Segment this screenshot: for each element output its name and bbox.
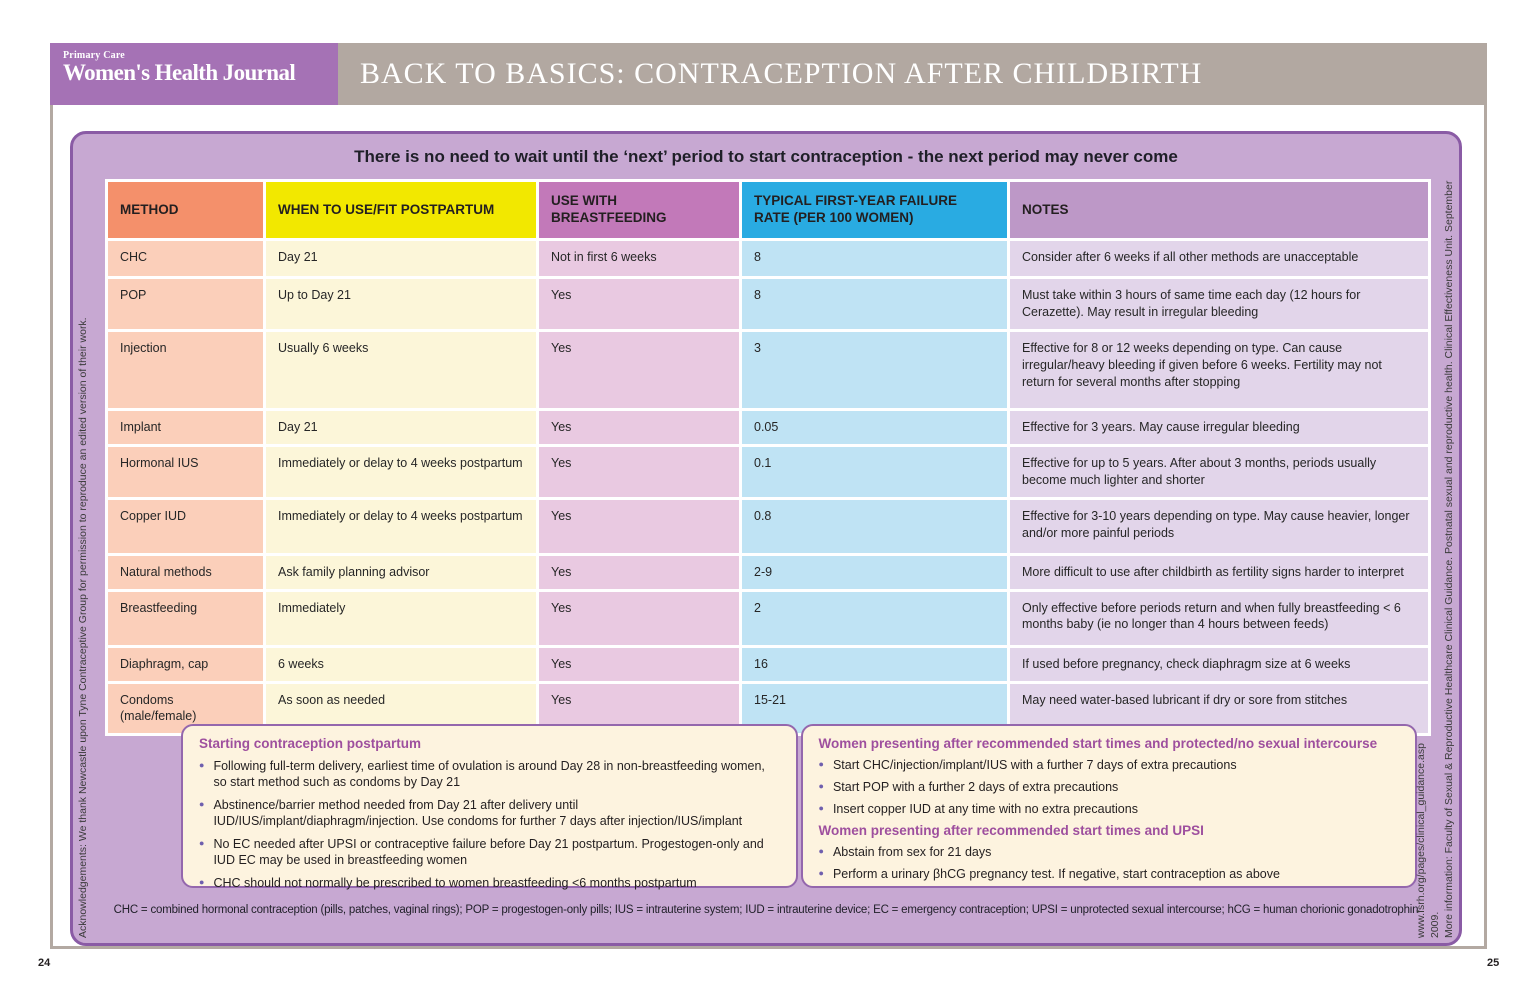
cell-when-to-use: As soon as needed <box>266 684 536 734</box>
cell-notes: Effective for 3-10 years depending on type. May cause heavier, longer and/or more painful periods <box>1010 500 1428 553</box>
more-information-sidenote <box>1415 152 1456 938</box>
cell-notes: Effective for 3 years. May cause irregular bleeding <box>1010 411 1428 444</box>
list-item <box>199 875 780 891</box>
cell-when-to-use: Immediately or delay to 4 weeks postpartum <box>266 500 536 553</box>
cell-when-to-use: 6 weeks <box>266 648 536 681</box>
cell-breastfeeding: Yes <box>539 684 739 734</box>
list-item-text: Following full-term delivery, earliest time of ovulation is around Day 28 in non-breastfeeding women, so start method such as condoms by Day 21 <box>213 759 765 789</box>
panel-heading: Women presenting after recommended start times and protected/no sexual intercourse <box>818 736 1378 751</box>
cell-when-to-use: Day 21 <box>266 241 536 276</box>
bullet-icon: ● <box>199 838 205 848</box>
list-item-text: Start CHC/injection/implant/IUS with a further 7 days of extra precautions <box>832 758 1237 772</box>
cell-failure-rate: 0.1 <box>742 447 1007 497</box>
list-item <box>819 757 1400 773</box>
list-item-text: No EC needed after UPSI or contraceptive failure before Day 21 postpartum. Progestogen-only and IUD EC may be used in breastfeeding women <box>213 837 764 867</box>
bullet-icon: ● <box>199 799 205 809</box>
cell-failure-rate: 15-21 <box>742 684 1007 734</box>
list-item <box>819 779 1400 795</box>
cell-failure-rate: 8 <box>742 241 1007 276</box>
cell-notes: Effective for 8 or 12 weeks depending on type. Can cause irregular/heavy bleeding if given before 6 weeks. Fertility may not return for several months after stopping <box>1010 332 1428 408</box>
tagline: There is no need to wait until the ‘next’ period to start contraception - the next period may never come <box>354 147 1178 166</box>
cell-failure-rate: 0.05 <box>742 411 1007 444</box>
bullet-list <box>199 758 780 891</box>
cell-breastfeeding: Yes <box>539 447 739 497</box>
cell-notes: Only effective before periods return and when fully breastfeeding < 6 months baby (ie no longer than 4 hours between feeds) <box>1010 592 1428 645</box>
column-header: NOTES <box>1010 182 1428 238</box>
cell-method: Natural methods <box>108 556 263 589</box>
cell-notes: May need water-based lubricant if dry or sore from stitches <box>1010 684 1428 734</box>
cell-method: Injection <box>108 332 263 408</box>
cell-when-to-use: Up to Day 21 <box>266 279 536 329</box>
article-title: BACK TO BASICS: CONTRACEPTION AFTER CHILDBIRTH <box>360 57 1203 90</box>
acknowledgements-sidenote: Acknowledgements: We thank Newcastle upon Tyne Contraceptive Group for permission to reproduce an edited version of their work. <box>77 317 89 938</box>
abbreviations-footnote: CHC = combined hormonal contraception (pills, patches, vaginal rings); POP = progestogen-only pills; IUS = intrauterine system; IUD = intrauterine device; EC = emergency contraception; UPSI = unprotected sexual intercourse; hCG = human chorionic gonadotrophin <box>113 904 1419 916</box>
bullet-icon: ● <box>818 781 824 791</box>
bullet-icon: ● <box>818 759 824 769</box>
cell-failure-rate: 16 <box>742 648 1007 681</box>
women-presenting-panel <box>801 724 1418 888</box>
bullet-icon: ● <box>818 868 824 878</box>
cell-breastfeeding: Yes <box>539 648 739 681</box>
cell-failure-rate: 3 <box>742 332 1007 408</box>
bullet-icon: ● <box>818 846 824 856</box>
list-item <box>199 758 780 790</box>
cell-breastfeeding: Not in first 6 weeks <box>539 241 739 276</box>
cell-failure-rate: 8 <box>742 279 1007 329</box>
column-header: METHOD <box>108 182 263 238</box>
starting-contraception-panel <box>181 724 798 888</box>
cell-when-to-use: Immediately or delay to 4 weeks postpartum <box>266 447 536 497</box>
cell-method: POP <box>108 279 263 329</box>
cell-when-to-use: Immediately <box>266 592 536 645</box>
cell-when-to-use: Usually 6 weeks <box>266 332 536 408</box>
cell-when-to-use: Day 21 <box>266 411 536 444</box>
bullet-icon: ● <box>818 803 824 813</box>
cell-breastfeeding: Yes <box>539 556 739 589</box>
cell-notes: Effective for up to 5 years. After about 3 months, periods usually become much lighter and shorter <box>1010 447 1428 497</box>
cell-failure-rate: 2 <box>742 592 1007 645</box>
list-item-text: Abstain from sex for 21 days <box>832 845 992 859</box>
list-item <box>819 866 1400 882</box>
cell-failure-rate: 2-9 <box>742 556 1007 589</box>
list-item <box>819 844 1400 860</box>
list-item-text: Perform a urinary βhCG pregnancy test. If negative, start contraception as above <box>832 867 1280 881</box>
page-number-right: 25 <box>1487 957 1500 969</box>
main-panel <box>70 131 1462 946</box>
list-item-text: Start POP with a further 2 days of extra precautions <box>832 780 1119 794</box>
cell-method: Breastfeeding <box>108 592 263 645</box>
panel-heading: Starting contraception postpartum <box>199 736 422 751</box>
cell-method: CHC <box>108 241 263 276</box>
list-item <box>199 797 780 829</box>
journal-masthead <box>50 43 338 105</box>
panel-heading: Women presenting after recommended start times and UPSI <box>818 823 1204 838</box>
cell-notes: More difficult to use after childbirth as fertility signs harder to interpret <box>1010 556 1428 589</box>
cell-method: Hormonal IUS <box>108 447 263 497</box>
cell-failure-rate: 0.8 <box>742 500 1007 553</box>
more-information-url: www.fsrh.org/pages/clinical_guidance.asp <box>1415 743 1427 938</box>
cell-breastfeeding: Yes <box>539 592 739 645</box>
methods-table <box>105 179 1431 736</box>
bullet-list <box>819 757 1400 817</box>
masthead-kicker: Primary Care <box>63 50 125 61</box>
more-information-text: More information: Faculty of Sexual & Reproductive Healthcare Clinical Guidance. Postnatal sexual and reproductive health. Clinical Effectiveness Unit. September 2009. <box>1429 180 1455 938</box>
cell-method: Implant <box>108 411 263 444</box>
list-item <box>819 801 1400 817</box>
info-panels <box>181 724 1417 888</box>
cell-breastfeeding: Yes <box>539 332 739 408</box>
bullet-icon: ● <box>199 760 205 770</box>
list-item <box>199 836 780 868</box>
cell-breastfeeding: Yes <box>539 500 739 553</box>
cell-method: Diaphragm, cap <box>108 648 263 681</box>
list-item-text: CHC should not normally be prescribed to women breastfeeding <6 months postpartum <box>213 876 697 890</box>
bullet-icon: ● <box>199 877 205 887</box>
list-item-text: Insert copper IUD at any time with no extra precautions <box>832 802 1138 816</box>
cell-notes: Must take within 3 hours of same time each day (12 hours for Cerazette). May result in irregular bleeding <box>1010 279 1428 329</box>
bullet-list <box>819 844 1400 882</box>
column-header: WHEN TO USE/FIT POSTPARTUM <box>266 182 536 238</box>
cell-breastfeeding: Yes <box>539 411 739 444</box>
cell-when-to-use: Ask family planning advisor <box>266 556 536 589</box>
page-number-left: 24 <box>38 957 51 969</box>
masthead-title: Women's Health Journal <box>63 60 296 85</box>
cell-method: Condoms (male/female) <box>108 684 263 734</box>
cell-notes: Consider after 6 weeks if all other methods are unacceptable <box>1010 241 1428 276</box>
cell-method: Copper IUD <box>108 500 263 553</box>
cell-notes: If used before pregnancy, check diaphragm size at 6 weeks <box>1010 648 1428 681</box>
column-header: TYPICAL FIRST-YEAR FAILURE RATE (PER 100 WOMEN) <box>742 182 1007 238</box>
column-header: USE WITH BREASTFEEDING <box>539 182 739 238</box>
list-item-text: Abstinence/barrier method needed from Day 21 after delivery until IUD/IUS/implant/diaphragm/injection. Use condoms for further 7 days after injection/IUS/implant <box>213 798 743 828</box>
cell-breastfeeding: Yes <box>539 279 739 329</box>
